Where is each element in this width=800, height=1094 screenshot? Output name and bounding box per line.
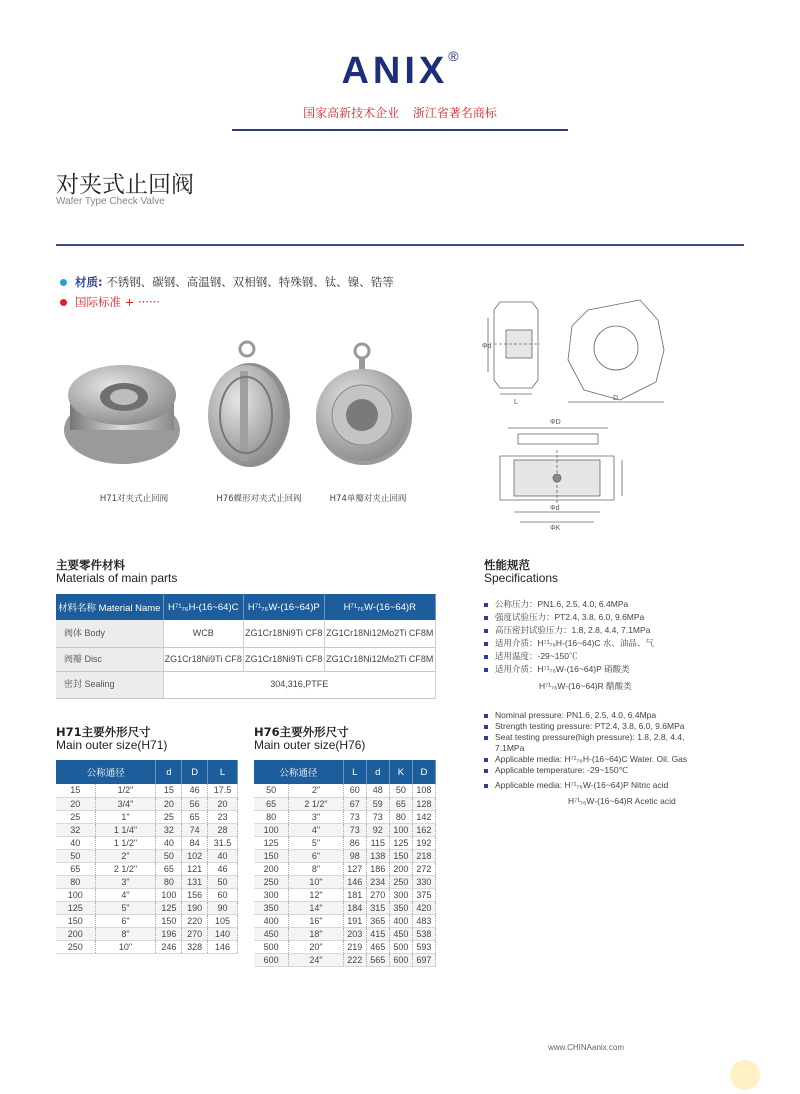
table-cell: 40 [208,849,238,862]
h76-header-row: 公称通径 L d K D [254,760,436,784]
table-row [254,927,436,940]
table-cell: 6" [289,849,343,862]
table-cell: 65 [156,862,182,875]
table-cell: 150 [156,914,182,927]
table-cell: 186 [366,862,389,875]
table-cell: 483 [412,914,435,927]
materials-title-cn: 主要零件材料 [56,558,125,572]
table-cell: 28 [208,823,238,836]
table-row [254,810,436,823]
table-cell: 17.5 [208,784,238,797]
table-cell: 2" [95,849,156,862]
table-cell: 3/4" [95,797,156,810]
spec-en-item: Applicable media: H⁷¹₇₆W-(16~64)P Nitric acid [484,780,668,790]
footer-website: www.CHINAanix.com [548,1043,625,1052]
table-cell: 125 [56,901,95,914]
table-cell: 218 [412,849,435,862]
col-c: H⁷¹₇₆H-(16~64)C [163,594,244,620]
table-cell: 246 [156,940,182,953]
table-cell: 105 [208,914,238,927]
table-row [254,940,436,953]
table-row [254,875,436,888]
photo-caption-h74: H74单瓣对夹止回阀 [329,494,407,504]
table-cell: 100 [56,888,95,901]
table-cell: 222 [343,953,366,966]
materials-title-en: Materials of main parts [56,571,178,585]
table-cell: 14" [289,901,343,914]
table-cell: 131 [182,875,208,888]
table-cell: 142 [412,810,435,823]
table-cell: 350 [389,901,412,914]
table-row [254,849,436,862]
table-cell: 46 [182,784,208,797]
table-cell: 84 [182,836,208,849]
table-cell: 50 [156,849,182,862]
table-cell: 125 [254,836,289,849]
bullet-dot-icon [60,279,67,286]
table-cell: 40 [56,836,95,849]
table-cell: 600 [254,953,289,966]
table-cell: 203 [343,927,366,940]
table-row [254,797,436,810]
table-cell: 196 [156,927,182,940]
table-cell: 538 [412,927,435,940]
table-cell: 127 [343,862,366,875]
table-cell: 3" [289,810,343,823]
table-row [254,914,436,927]
table-cell: 6" [95,914,156,927]
table-row [56,875,238,888]
feature-standard: 国际标准 + ······ [60,294,160,310]
spec-cn-item: 适用介质：H⁷¹₇₆H-(16~64)C 水、油品、气 [484,637,654,649]
table-cell: 697 [412,953,435,966]
table-cell: 1 1/2" [95,836,156,849]
spec-cn-item: 高压密封试验压力：1.8, 2.8, 4.4, 7.1MPa [484,624,650,636]
table-cell: 234 [366,875,389,888]
table-cell: 400 [389,914,412,927]
photo-caption-h71: H71对夹式止回阀 [99,494,169,504]
photo-caption-h76: H76蝶形对夹式止回阀 [216,494,302,504]
table-cell: 220 [182,914,208,927]
col-p: H⁷¹₇₆W-(16~64)P [244,594,325,620]
table-cell: 32 [56,823,95,836]
table-cell: 181 [343,888,366,901]
table-cell: 600 [389,953,412,966]
table-cell: 415 [366,927,389,940]
table-cell: 450 [389,927,412,940]
table-cell: 46 [208,862,238,875]
table-cell: 190 [182,901,208,914]
spec-en-item: Applicable media: H⁷¹₇₆H-(16~64)C Water. Oil. Gas [484,754,687,764]
table-cell: 73 [343,823,366,836]
table-cell: 74 [182,823,208,836]
table-cell: 2" [289,784,343,797]
spec-cn-item: 适用温度：-29~150℃ [484,650,577,662]
table-cell: 420 [412,901,435,914]
table-cell: 315 [366,901,389,914]
table-cell: 20 [56,797,95,810]
table-cell: 16" [289,914,343,927]
table-cell: 156 [182,888,208,901]
table-cell: 20 [156,797,182,810]
table-cell: 15 [56,784,95,797]
spec-en-item: Applicable temperature: -29~150℃ [484,765,628,776]
table-row [254,862,436,875]
specs-title-cn: 性能规范 [484,558,530,572]
table-cell: 450 [254,927,289,940]
table-cell: 593 [412,940,435,953]
materials-header-row [56,594,436,620]
table-row [254,836,436,849]
table-row [56,888,238,901]
header-divider [232,129,568,131]
table-cell: 200 [254,862,289,875]
table-cell: 191 [343,914,366,927]
col-material-name: 材料名称 Material Name [56,594,163,620]
spec-cn-item: 强度试验压力：PT2.4, 3.8, 6.0, 9.6MPa [484,611,644,623]
page-subtitle: Wafer Type Check Valve [56,196,165,207]
table-cell: 330 [412,875,435,888]
table-row [56,784,238,797]
table-cell: 140 [208,927,238,940]
table-cell: 20" [289,940,343,953]
table-row [56,849,238,862]
table-cell: 65 [182,810,208,823]
table-row [56,823,238,836]
table-cell: 20 [208,797,238,810]
table-cell: 73 [366,810,389,823]
table-cell: 10" [95,940,156,953]
table-cell: 102 [182,849,208,862]
table-cell: 10" [289,875,343,888]
label-D: D [613,395,619,402]
table-cell: 565 [366,953,389,966]
table-cell: 500 [389,940,412,953]
table-row [254,784,436,797]
h71-front-drawing [568,300,664,402]
table-cell: 90 [208,901,238,914]
spec-en-item: H⁷¹₇₆W-(16~64)R Acetic acid [568,796,676,806]
table-cell: 80 [254,810,289,823]
table-cell: 1/2" [95,784,156,797]
h71-header-row: 公称通径 d D L [56,760,238,784]
table-cell: 8" [95,927,156,940]
table-row: 阀体 Body WCB ZG1Cr18Ni9Ti CF8 ZG1Cr18Ni12Mo2Ti CF8M [56,620,436,647]
table-cell: 365 [366,914,389,927]
table-cell: 100 [254,823,289,836]
table-cell: 219 [343,940,366,953]
table-cell: 25 [56,810,95,823]
table-cell: 18" [289,927,343,940]
page-title: 对夹式止回阀 [56,172,194,198]
table-cell: 3" [95,875,156,888]
table-cell: 146 [208,940,238,953]
table-cell: 162 [412,823,435,836]
corner-decoration [730,1060,760,1090]
table-cell: 80 [56,875,95,888]
h76-title-cn: H76主要外形尺寸 [254,725,349,739]
table-cell: 200 [56,927,95,940]
table-cell: 272 [412,862,435,875]
table-row [56,940,238,953]
table-row [56,914,238,927]
table-cell: 100 [389,823,412,836]
col-r: H⁷¹₇₆W-(16~64)R [324,594,435,620]
table-cell: 56 [182,797,208,810]
table-cell: 250 [389,875,412,888]
table-cell: 65 [254,797,289,810]
table-cell: 250 [254,875,289,888]
label-phid-bottom: Φd [550,505,560,512]
table-cell: 1 1/4" [95,823,156,836]
table-cell: 65 [389,797,412,810]
label-phi-d: Φd [482,343,492,350]
table-row [254,823,436,836]
table-cell: 192 [412,836,435,849]
table-cell: 50 [56,849,95,862]
table-cell: 67 [343,797,366,810]
table-cell: 100 [156,888,182,901]
table-cell: 400 [254,914,289,927]
label-L: L [514,399,518,406]
product-photos [62,335,422,485]
table-cell: 138 [366,849,389,862]
spec-cn-item: 公称压力：PN1.6, 2.5, 4.0, 6.4MPa [484,598,628,610]
spec-cn-item: H⁷¹₇₆W-(16~64)R 醋酸类 [539,681,632,691]
label-phiD: ΦD [550,419,561,426]
table-row [56,927,238,940]
table-cell: 31.5 [208,836,238,849]
table-cell: 50 [254,784,289,797]
table-cell: 92 [366,823,389,836]
feature-material: 材质: 不锈钢、碳钢、高温钢、双相钢、特殊钢、钛、镍、锆等 [60,274,394,290]
h71-side-drawing [488,302,540,394]
table-cell: 48 [366,784,389,797]
table-cell: 121 [182,862,208,875]
h71-title-en: Main outer size(H71) [56,738,168,752]
table-cell: 150 [254,849,289,862]
materials-table [56,594,436,699]
table-cell: 60 [208,888,238,901]
table-cell: 146 [343,875,366,888]
h71-valve-photo [64,365,180,464]
table-cell: 375 [412,888,435,901]
specs-title-en: Specifications [484,571,559,585]
spec-en-item: Nominal pressure: PN1.6, 2.5, 4.0, 6.4Mpa [484,710,656,720]
label-phiK: ΦK [550,525,561,530]
table-cell: 465 [366,940,389,953]
table-cell: 2 1/2" [289,797,343,810]
table-cell: 4" [95,888,156,901]
table-row [254,901,436,914]
h71-title-cn: H71主要外形尺寸 [56,725,151,739]
table-cell: 24" [289,953,343,966]
table-cell: 500 [254,940,289,953]
table-cell: 80 [389,810,412,823]
table-cell: 125 [156,901,182,914]
title-divider [56,244,744,246]
table-cell: 40 [156,836,182,849]
table-cell: 128 [412,797,435,810]
table-cell: 1" [95,810,156,823]
table-cell: 50 [389,784,412,797]
table-row [56,862,238,875]
table-cell: 50 [208,875,238,888]
spec-en-item: Strength testing pressure: PT2.4, 3.8, 6.0, 9.6MPa [484,721,684,731]
brand-logo: ANIX® [341,48,459,92]
table-row [56,797,238,810]
table-cell: 5" [95,901,156,914]
table-cell: 8" [289,862,343,875]
table-cell: 12" [289,888,343,901]
slogan: 国家高新技术企业 浙江省著名商标 [303,106,497,120]
table-cell: 98 [343,849,366,862]
table-cell: 65 [56,862,95,875]
table-cell: 2 1/2" [95,862,156,875]
table-cell: 5" [289,836,343,849]
table-cell: 270 [182,927,208,940]
table-row [56,810,238,823]
table-cell: 150 [389,849,412,862]
table-cell: 80 [156,875,182,888]
table-cell: 108 [412,784,435,797]
spec-en-item: Seat testing pressure(high pressure): 1.8, 2.8, 4.4, [484,732,684,742]
table-cell: 86 [343,836,366,849]
table-row: 密封 Sealing 304,316,PTFE [56,671,436,698]
table-cell: 4" [289,823,343,836]
table-cell: 125 [389,836,412,849]
table-cell: 200 [389,862,412,875]
table-row [254,888,436,901]
table-cell: 25 [156,810,182,823]
table-cell: 250 [56,940,95,953]
table-cell: 350 [254,901,289,914]
table-row [56,901,238,914]
table-cell: 32 [156,823,182,836]
table-cell: 184 [343,901,366,914]
h76-section-drawing [500,428,622,522]
h76-valve-photo [208,342,290,467]
table-row [254,953,436,966]
bullet-dot-icon [60,299,67,306]
spec-en-item: 7.1MPa [495,743,525,753]
table-cell: 23 [208,810,238,823]
table-cell: 15 [156,784,182,797]
table-cell: 59 [366,797,389,810]
table-row [56,836,238,849]
technical-drawings [480,290,690,530]
h76-dimension-table [254,760,436,967]
h76-title-en: Main outer size(H76) [254,738,366,752]
table-cell: 115 [366,836,389,849]
table-cell: 73 [343,810,366,823]
table-row: 阀瓣 Disc ZG1Cr18Ni9Ti CF8 ZG1Cr18Ni9Ti CF8 ZG1Cr18Ni12Mo2Ti CF8M [56,647,436,671]
table-cell: 300 [389,888,412,901]
table-cell: 60 [343,784,366,797]
spec-cn-item: 适用介质：H⁷¹₇₆W-(16~64)P 硝酸类 [484,663,630,675]
table-cell: 300 [254,888,289,901]
h74-valve-photo [316,344,412,465]
h71-dimension-table [56,760,238,954]
table-cell: 150 [56,914,95,927]
table-cell: 270 [366,888,389,901]
table-cell: 328 [182,940,208,953]
